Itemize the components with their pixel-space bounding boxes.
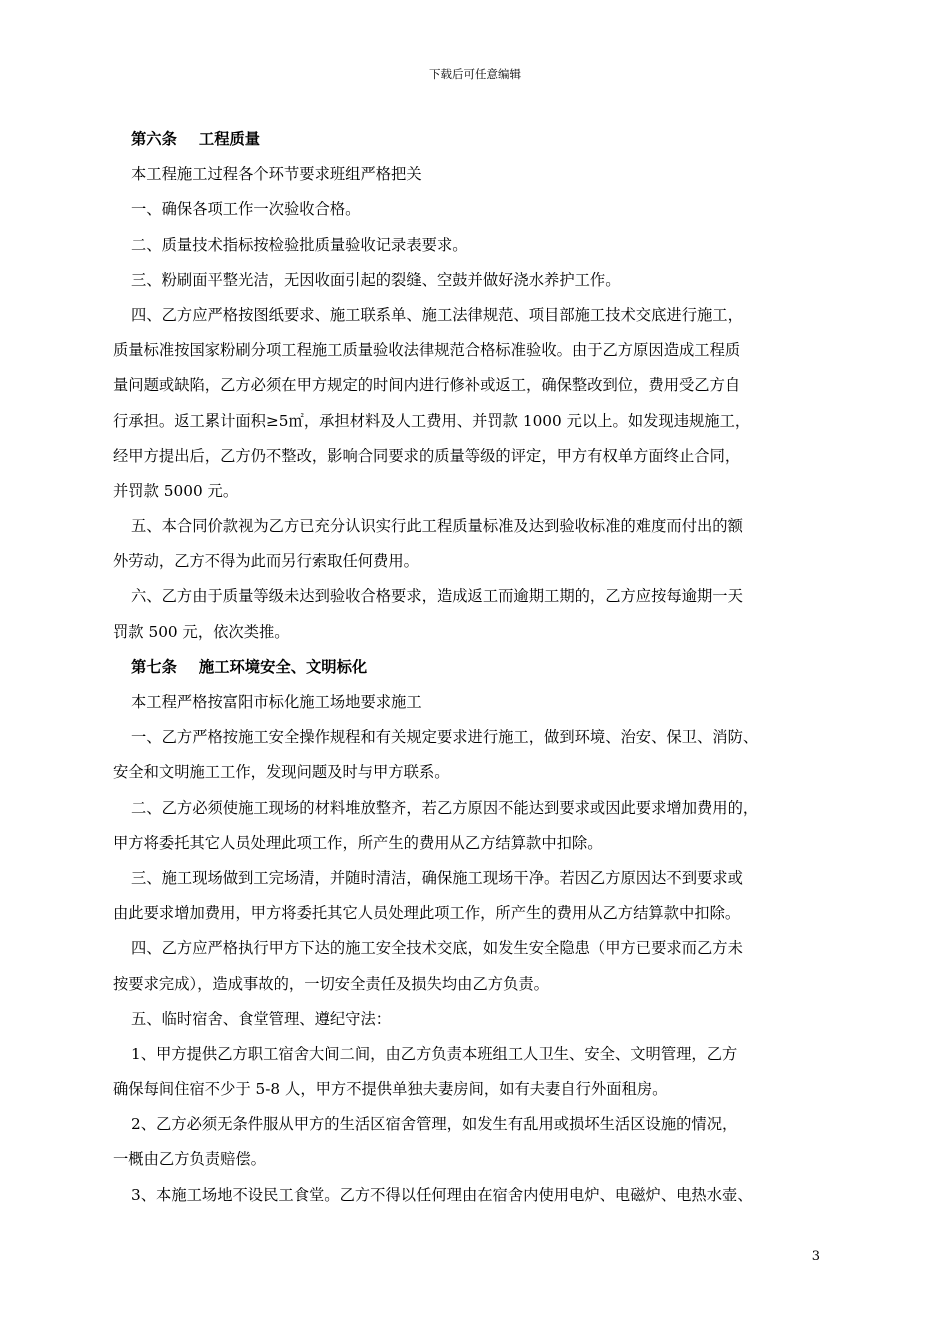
paragraph-line: 确保每间住宿不少于 5-8 人，甲方不提供单独夫妻房间，如有夫妻自行外面租房。 — [113, 1080, 668, 1099]
paragraph-line: 二、乙方必须使施工现场的材料堆放整齐，若乙方原因不能达到要求或因此要求增加费用的， — [131, 798, 759, 817]
paragraph-line: 一概由乙方负责赔偿。 — [113, 1150, 266, 1169]
paragraph-line: 3、本施工场地不设民工食堂。乙方不得以任何理由在宿舍内使用电炉、电磁炉、电热水壶、 — [131, 1185, 753, 1204]
paragraph-line: 1、甲方提供乙方职工宿舍大间二间，由乙方负责本班组工人卫生、安全、文明管理，乙方 — [131, 1044, 738, 1063]
section-7-body — [113, 685, 828, 1213]
paragraph-line: 五、本合同价款视为乙方已充分认识实行此工程质量标准及达到验收标准的难度而付出的额 — [131, 517, 743, 536]
section-6-number: 第六条 — [131, 130, 177, 148]
paragraph-line: 甲方将委托其它人员处理此项工作，所产生的费用从乙方结算款中扣除。 — [113, 833, 603, 852]
paragraph-line: 质量标准按国家粉刷分项工程施工质量验收法律规范合格标准验收。由于乙方原因造成工程质 — [113, 341, 741, 360]
paragraph-line: 按要求完成），造成事故的，一切安全责任及损失均由乙方负责。 — [113, 974, 549, 993]
paragraph-line: 三、施工现场做到工完场清，并随时清洁，确保施工现场干净。若因乙方原因达不到要求或 — [131, 868, 743, 887]
paragraph-line: 二、质量技术指标按检验批质量验收记录表要求。 — [131, 235, 468, 254]
paragraph-line: 五、临时宿舍、食堂管理、遵纪守法： — [131, 1009, 392, 1028]
paragraph-line: 2、乙方必须无条件服从甲方的生活区宿舍管理，如发生有乱用或损坏生活区设施的情况， — [131, 1115, 738, 1134]
section-7-heading — [113, 650, 828, 685]
paragraph-line: 三、粉刷面平整光洁，无因收面引起的裂缝、空鼓并做好浇水养护工作。 — [131, 270, 621, 289]
section-6-heading — [113, 122, 828, 157]
section-7-title: 施工环境安全、文明标化 — [198, 657, 368, 676]
section-7-number: 第七条 — [131, 657, 177, 676]
paragraph-line: 四、乙方应严格按图纸要求、施工联系单、施工法律规范、项目部施工技术交底进行施工， — [131, 305, 743, 324]
paragraph-line: 量问题或缺陷，乙方必须在甲方规定的时间内进行修补或返工，确保整改到位，费用受乙方自 — [113, 376, 741, 395]
paragraph-line: 经甲方提出后，乙方仍不整改，影响合同要求的质量等级的评定，甲方有权单方面终止合同， — [113, 446, 741, 465]
paragraph-line: 一、确保各项工作一次验收合格。 — [131, 200, 361, 219]
page-header: 下载后可任意编辑 — [429, 67, 521, 81]
page-number: 3 — [811, 1249, 820, 1264]
paragraph-line: 本工程施工过程各个环节要求班组严格把关 — [131, 165, 422, 184]
paragraph-line: 外劳动，乙方不得为此而另行索取任何费用。 — [113, 552, 419, 571]
paragraph-line: 行承担。返工累计面积≥5㎡，承担材料及人工费用、并罚款 1000 元以上。如发现违规施工， — [113, 411, 751, 430]
paragraph-line: 罚款 500 元，依次类推。 — [113, 622, 290, 641]
paragraph-line: 六、乙方由于质量等级未达到验收合格要求，造成返工而逾期工期的，乙方应按每逾期一天 — [131, 587, 743, 606]
paragraph-line: 四、乙方应严格执行甲方下达的施工安全技术交底，如发生安全隐患（甲方已要求而乙方未 — [131, 939, 743, 958]
paragraph-line: 由此要求增加费用，甲方将委托其它人员处理此项工作，所产生的费用从乙方结算款中扣除。 — [113, 904, 741, 923]
section-6-body — [113, 157, 828, 650]
paragraph-line: 安全和文明施工工作，发现问题及时与甲方联系。 — [113, 763, 450, 782]
section-6-title: 工程质量 — [198, 130, 261, 148]
paragraph-line: 一、乙方严格按施工安全操作规程和有关规定要求进行施工，做到环境、治安、保卫、消防、 — [131, 728, 759, 747]
document-body — [113, 122, 828, 1213]
paragraph-line: 本工程严格按富阳市标化施工场地要求施工 — [131, 693, 422, 711]
paragraph-line: 并罚款 5000 元。 — [113, 481, 239, 500]
